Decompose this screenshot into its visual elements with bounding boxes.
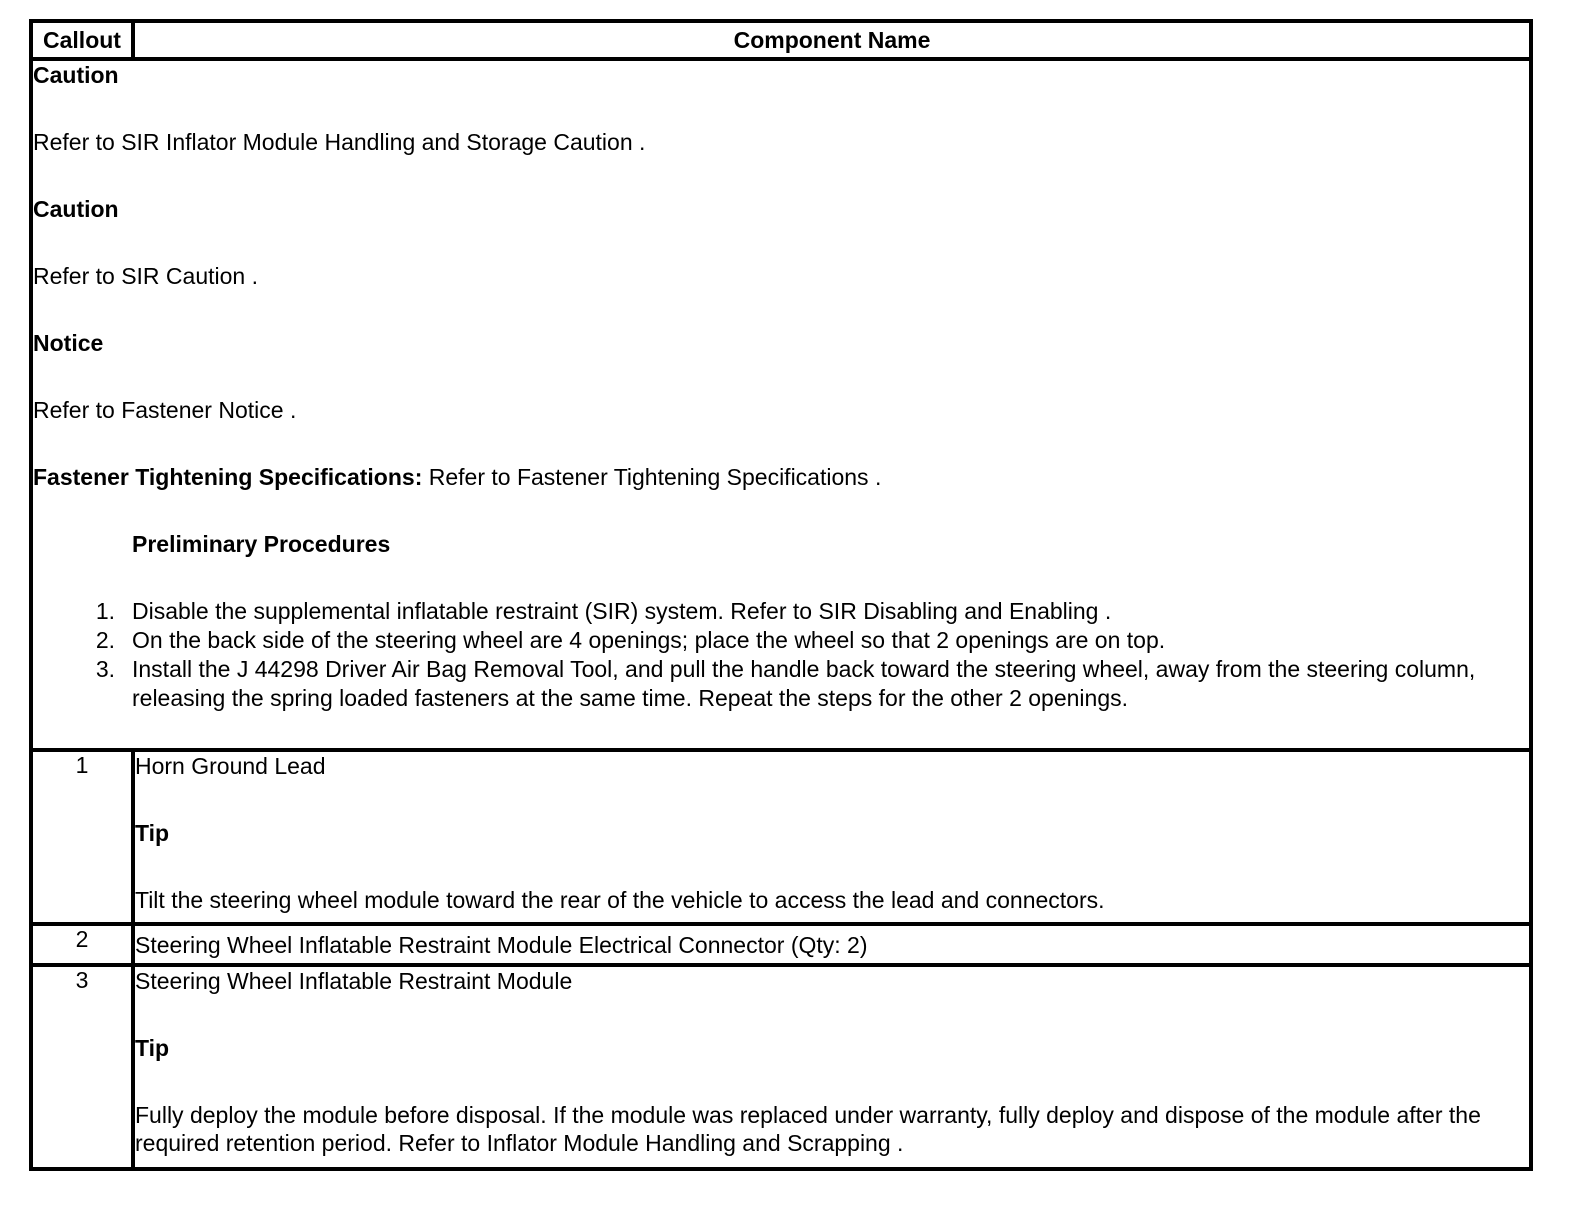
table-row (31, 750, 1531, 924)
component-name: Steering Wheel Inflatable Restraint Module (135, 968, 573, 994)
step-number: 3. (95, 656, 115, 682)
intro-row (31, 59, 1531, 750)
component-name-header: Component Name (133, 21, 1531, 59)
step-item (33, 597, 1529, 626)
intro-cell (31, 59, 1531, 750)
tip-title: Tip (135, 1035, 170, 1061)
header-row (31, 21, 1531, 59)
callout-header: Callout (31, 21, 133, 59)
fastener-label: Fastener Tightening Specifications: (33, 464, 423, 490)
component-table (29, 19, 1533, 1171)
fastener-spec (33, 463, 1529, 491)
step-text: Install the J 44298 Driver Air Bag Removal Tool, and pull the handle back toward the steering wheel, away from the steering column, releasing the spring loaded fasteners at the same time. Repeat the steps for the other 2 openings. (132, 656, 1476, 711)
callout-number: 2 (31, 924, 133, 965)
preliminary-title: Preliminary Procedures (132, 531, 391, 557)
caution-title: Caution (33, 62, 119, 88)
component-cell (133, 965, 1531, 1169)
table-row (31, 924, 1531, 965)
caution-text-2: Refer to SIR Caution . (33, 263, 258, 289)
caution-title-2: Caution (33, 196, 119, 222)
callout-number: 3 (31, 965, 133, 1169)
step-text: On the back side of the steering wheel are 4 openings; place the wheel so that 2 openings are on top. (132, 627, 1166, 653)
step-item (33, 626, 1529, 655)
notice-title: Notice (33, 330, 104, 356)
component-name: Steering Wheel Inflatable Restraint Module Electrical Connector (Qty: 2) (133, 924, 1531, 965)
callout-number: 1 (31, 750, 133, 924)
step-number: 1. (95, 598, 115, 624)
step-item (33, 655, 1529, 713)
procedure-steps (33, 597, 1529, 713)
tip-text: Tilt the steering wheel module toward the rear of the vehicle to access the lead and connectors. (135, 887, 1105, 913)
notice-text: Refer to Fastener Notice . (33, 397, 297, 423)
fastener-text: Refer to Fastener Tightening Specifications . (422, 464, 882, 490)
caution-text: Refer to SIR Inflator Module Handling and Storage Caution . (33, 129, 646, 155)
component-cell (133, 750, 1531, 924)
tip-text: Fully deploy the module before disposal. If the module was replaced under warranty, fully deploy and dispose of the module after the required retention period. Refer to Inflator Module Handling and Scrapping . (135, 1102, 1481, 1156)
tip-title: Tip (135, 820, 170, 846)
component-name: Horn Ground Lead (135, 753, 326, 779)
step-text: Disable the supplemental inflatable restraint (SIR) system. Refer to SIR Disabling and Enabling . (132, 598, 1112, 624)
step-number: 2. (95, 627, 115, 653)
table-row (31, 965, 1531, 1169)
